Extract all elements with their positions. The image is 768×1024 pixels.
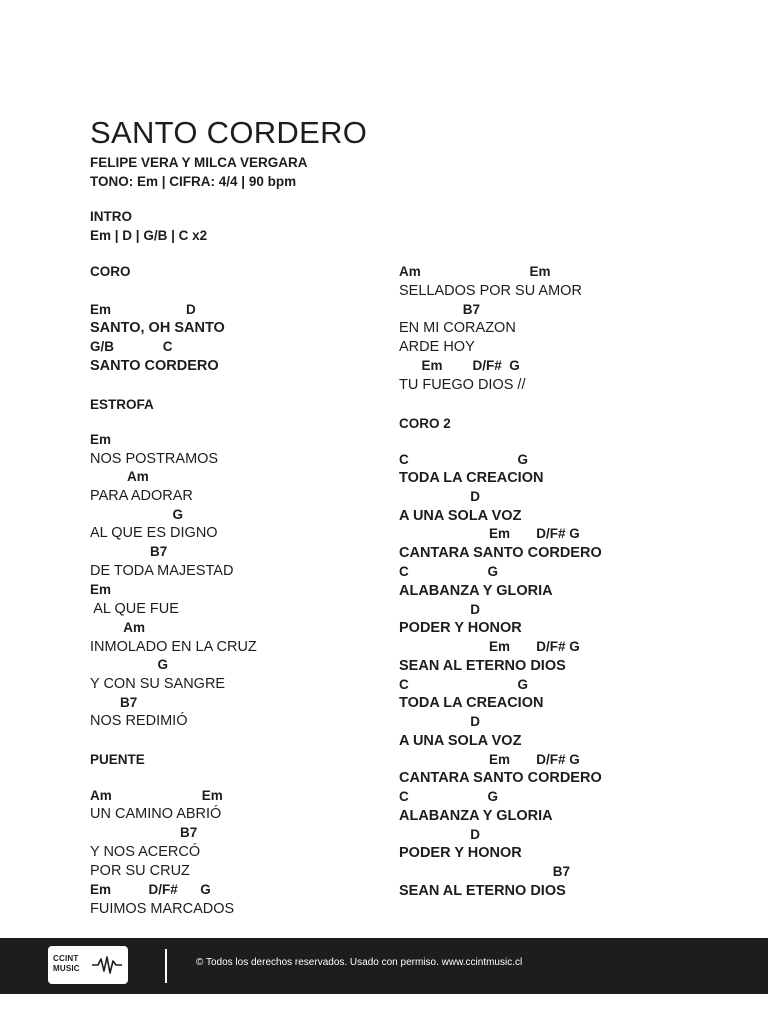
- chorus-lyric-line: A UNA SOLA VOZ: [399, 733, 522, 749]
- chorus-lyric-line: PODER Y HONOR: [399, 620, 522, 636]
- chord-line: D: [399, 602, 481, 617]
- lyric-line: Y CON SU SANGRE: [90, 676, 226, 692]
- song-meta: TONO: Em | CIFRA: 4/4 | 90 bpm: [90, 174, 297, 189]
- lyric-line: AL QUE FUE: [90, 601, 179, 617]
- chord-line: D: [399, 827, 481, 842]
- chorus-lyric-line: SANTO, OH SANTO: [90, 320, 225, 336]
- chord-line: Em D/F# G: [399, 526, 580, 541]
- lyric-line: PARA ADORAR: [90, 488, 193, 504]
- chord-line: Em D/F# G: [90, 882, 211, 897]
- chorus-lyric-line: SEAN AL ETERNO DIOS: [399, 883, 566, 899]
- chord-line: B7: [399, 302, 481, 317]
- lyric-line: POR SU CRUZ: [90, 863, 190, 879]
- footer-divider: [165, 949, 167, 983]
- chord-line: C G: [399, 452, 529, 467]
- chord-line: C G: [399, 677, 529, 692]
- lyric-line: DE TODA MAJESTAD: [90, 563, 234, 579]
- chorus-lyric-line: A UNA SOLA VOZ: [399, 508, 522, 524]
- lyric-line: FUIMOS MARCADOS: [90, 901, 235, 917]
- chord-line: Em D: [90, 302, 196, 317]
- chord-line: Am: [90, 620, 146, 635]
- chorus-lyric-line: TODA LA CREACION: [399, 695, 544, 711]
- chorus-lyric-line: SEAN AL ETERNO DIOS: [399, 658, 566, 674]
- section-heading: INTRO: [90, 209, 132, 224]
- chord-line: Am Em: [90, 788, 223, 803]
- chord-line: Em: [90, 432, 112, 447]
- chord-line: B7: [90, 695, 138, 710]
- lyric-line: NOS REDIMIÓ: [90, 713, 188, 729]
- chord-line: Em: [90, 582, 112, 597]
- lyric-line: AL QUE ES DIGNO: [90, 525, 218, 541]
- copyright-notice: © Todos los derechos reservados. Usado con permiso. www.ccintmusic.cl: [196, 957, 523, 968]
- lyric-line: EN MI CORAZON: [399, 320, 516, 336]
- section-heading: CORO 2: [399, 416, 451, 431]
- footer-bar: [0, 938, 768, 994]
- chord-line: G: [90, 657, 169, 672]
- song-authors: FELIPE VERA Y MILCA VERGARA: [90, 155, 308, 170]
- chorus-lyric-line: TODA LA CREACION: [399, 470, 544, 486]
- lyric-line: UN CAMINO ABRIÓ: [90, 806, 222, 822]
- chorus-lyric-line: ALABANZA Y GLORIA: [399, 583, 553, 599]
- chord-line: D: [399, 714, 481, 729]
- chord-line: C G: [399, 564, 499, 579]
- lyric-line: SELLADOS POR SU AMOR: [399, 283, 582, 299]
- chord-line: Em | D | G/B | C x2: [90, 228, 208, 243]
- chord-line: G: [90, 507, 184, 522]
- logo-text: CCINT MUSIC: [53, 954, 80, 973]
- chord-line: Em D/F# G: [399, 639, 580, 654]
- lyric-line: ARDE HOY: [399, 339, 475, 355]
- lyric-line: NOS POSTRAMOS: [90, 451, 219, 467]
- chord-line: B7: [90, 544, 168, 559]
- chorus-lyric-line: CANTARA SANTO CORDERO: [399, 770, 602, 786]
- chord-line: Em D/F# G: [399, 358, 520, 373]
- section-heading: CORO: [90, 264, 131, 279]
- lyric-line: TU FUEGO DIOS //: [399, 377, 526, 393]
- section-heading: ESTROFA: [90, 397, 154, 412]
- chord-line: Am Em: [399, 264, 551, 279]
- chorus-lyric-line: PODER Y HONOR: [399, 845, 522, 861]
- chorus-lyric-line: SANTO CORDERO: [90, 358, 219, 374]
- waveform-icon: [92, 955, 122, 975]
- lyric-line: Y NOS ACERCÓ: [90, 844, 201, 860]
- lyric-line: INMOLADO EN LA CRUZ: [90, 639, 257, 655]
- section-heading: PUENTE: [90, 752, 145, 767]
- chord-line: B7: [399, 864, 571, 879]
- song-title: SANTO CORDERO: [90, 115, 368, 150]
- chord-line: D: [399, 489, 481, 504]
- chorus-lyric-line: CANTARA SANTO CORDERO: [399, 545, 602, 561]
- chord-line: B7: [90, 825, 198, 840]
- chord-line: C G: [399, 789, 499, 804]
- chord-line: G/B C: [90, 339, 173, 354]
- ccint-music-logo: [48, 946, 128, 984]
- chord-line: Em D/F# G: [399, 752, 580, 767]
- chord-line: Am: [90, 469, 149, 484]
- chorus-lyric-line: ALABANZA Y GLORIA: [399, 808, 553, 824]
